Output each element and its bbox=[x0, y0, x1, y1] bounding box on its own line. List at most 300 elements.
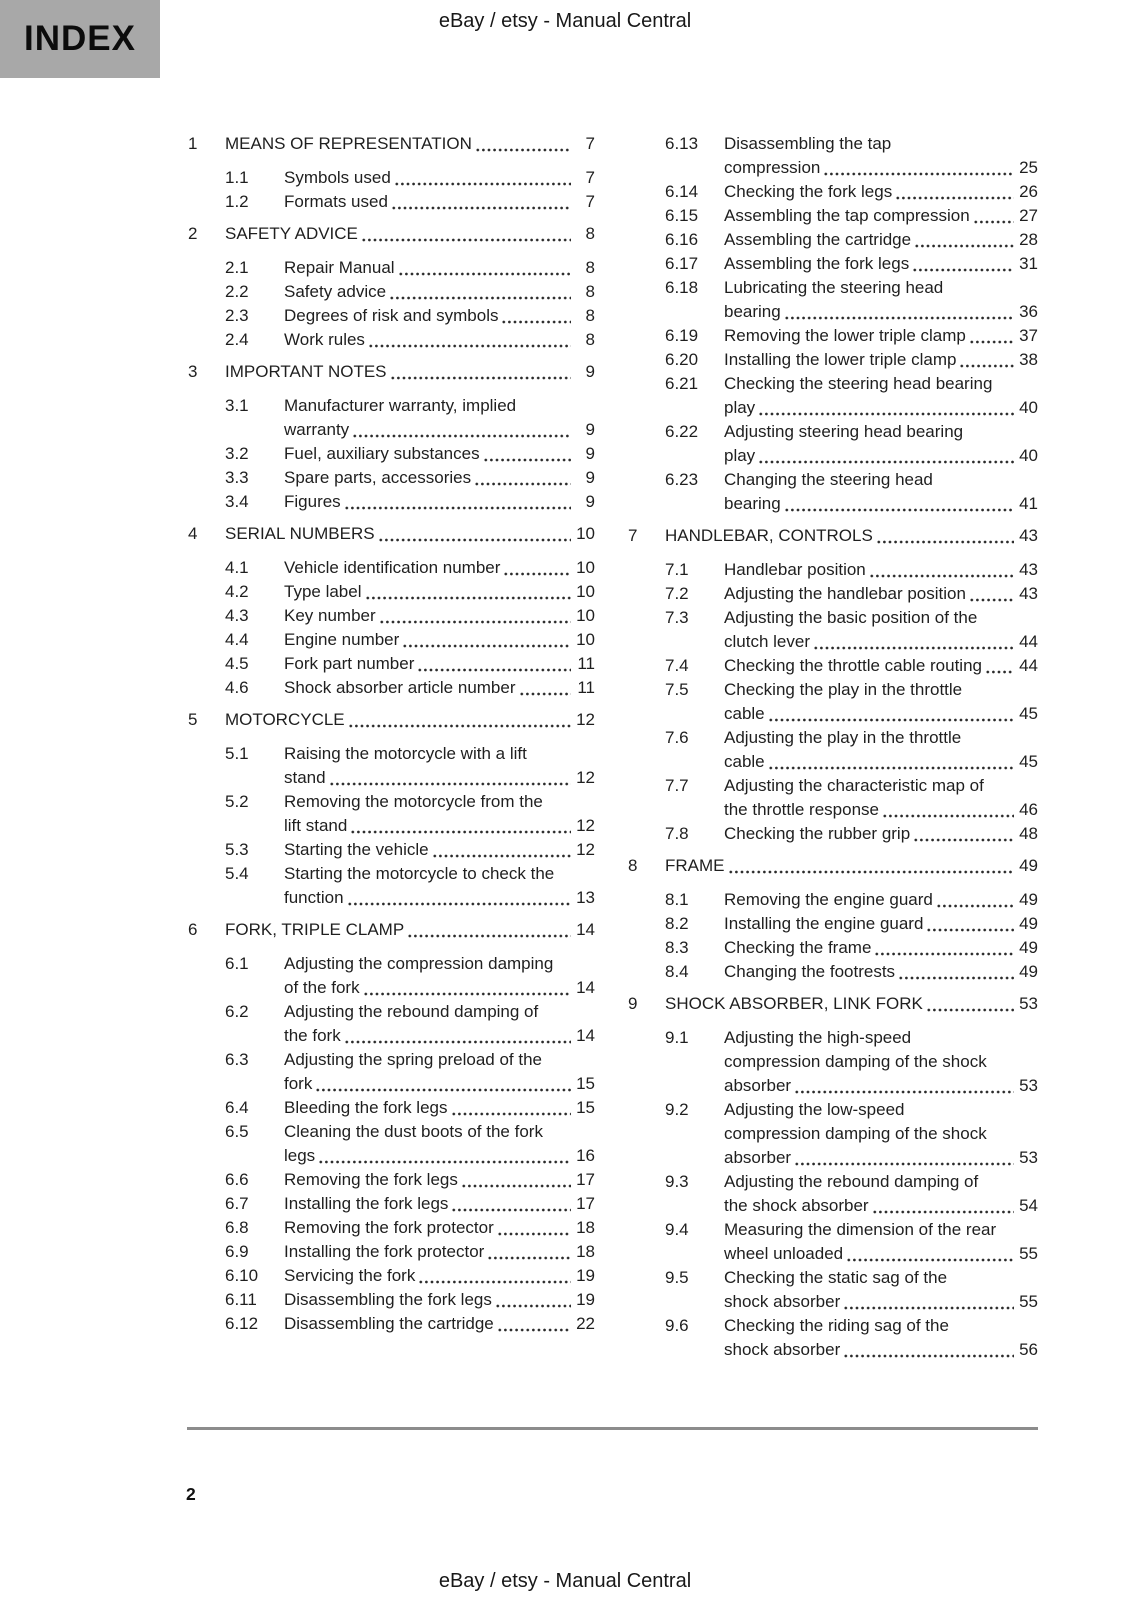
toc-entry-title: Manufacturer warranty, implied bbox=[284, 396, 517, 415]
toc-entry-body bbox=[284, 1192, 595, 1216]
toc-entry-line bbox=[724, 252, 1038, 276]
toc-entry-number: 8.4 bbox=[665, 962, 689, 981]
toc-entry-title: Changing the steering head bbox=[724, 470, 933, 489]
toc-entry-4.5 bbox=[188, 652, 595, 676]
toc-entry-title: the throttle response bbox=[724, 800, 879, 819]
dot-leader bbox=[913, 822, 1014, 846]
toc-entry-number: 8 bbox=[628, 856, 638, 875]
toc-entry-page: 17 bbox=[576, 1194, 595, 1213]
toc-entry-title: Lubricating the steering head bbox=[724, 278, 944, 297]
toc-entry-8.2 bbox=[628, 912, 1038, 936]
toc-entry-1 bbox=[188, 132, 595, 156]
toc-entry-title: wheel unloaded bbox=[724, 1244, 844, 1263]
toc-entry-line bbox=[284, 952, 595, 976]
toc-entry-title: warranty bbox=[284, 420, 350, 439]
toc-entry-page: 49 bbox=[1019, 938, 1038, 957]
toc-entry-number: 7.6 bbox=[665, 728, 689, 747]
toc-entry-number: 9.3 bbox=[665, 1172, 689, 1191]
toc-entry-title: play bbox=[724, 446, 756, 465]
dot-leader bbox=[758, 396, 1014, 420]
dot-leader bbox=[348, 708, 571, 732]
toc-entry-line bbox=[225, 132, 595, 156]
toc-entry-line bbox=[724, 444, 1038, 468]
toc-entry-body bbox=[724, 960, 1038, 984]
toc-entry-line bbox=[284, 466, 595, 490]
toc-entry-body bbox=[225, 708, 595, 732]
toc-entry-5.4 bbox=[188, 862, 595, 910]
toc-entry-page: 15 bbox=[576, 1098, 595, 1117]
toc-entry-page: 49 bbox=[1019, 914, 1038, 933]
toc-entry-title: Adjusting the compression damping bbox=[284, 954, 554, 973]
toc-entry-title: SERIAL NUMBERS bbox=[225, 524, 375, 543]
toc-entry-body bbox=[724, 372, 1038, 420]
toc-entry-title: legs bbox=[284, 1146, 316, 1165]
toc-entry-title: SAFETY ADVICE bbox=[225, 224, 358, 243]
toc-entry-4.3 bbox=[188, 604, 595, 628]
toc-entry-number: 4.1 bbox=[225, 558, 249, 577]
toc-entry-body bbox=[724, 606, 1038, 654]
toc-entry-number: 6.22 bbox=[665, 422, 699, 441]
toc-entry-line bbox=[724, 276, 1038, 300]
toc-entry-body bbox=[665, 854, 1038, 878]
toc-entry-7.8 bbox=[628, 822, 1038, 846]
toc-entry-number: 6.19 bbox=[665, 326, 699, 345]
toc-entry-line bbox=[225, 222, 595, 246]
toc-entry-body bbox=[225, 222, 595, 246]
dot-leader bbox=[451, 1192, 571, 1216]
toc-entry-7 bbox=[628, 524, 1038, 548]
toc-entry-title: Adjusting the spring preload of the bbox=[284, 1050, 543, 1069]
toc-entry-6.20 bbox=[628, 348, 1038, 372]
toc-entry-body bbox=[724, 468, 1038, 516]
toc-entry-page: 46 bbox=[1019, 800, 1038, 819]
toc-entry-number: 6.2 bbox=[225, 1002, 249, 1021]
toc-entry-line bbox=[724, 678, 1038, 702]
dot-leader bbox=[329, 766, 571, 790]
toc-entry-line bbox=[724, 372, 1038, 396]
toc-column-left bbox=[188, 132, 595, 1362]
toc-entry-body bbox=[724, 582, 1038, 606]
toc-entry-title: Disassembling the tap bbox=[724, 134, 892, 153]
toc-entry-title: Adjusting the basic position of the bbox=[724, 608, 978, 627]
toc-entry-body bbox=[724, 1170, 1038, 1218]
toc-entry-title: Degrees of risk and symbols bbox=[284, 306, 499, 325]
toc-entry-number: 3.2 bbox=[225, 444, 249, 463]
toc-entry-line bbox=[724, 702, 1038, 726]
toc-entry-title: Removing the fork legs bbox=[284, 1170, 458, 1189]
dot-leader bbox=[969, 582, 1014, 606]
toc-entry-number: 8.2 bbox=[665, 914, 689, 933]
toc-entry-body bbox=[724, 774, 1038, 822]
toc-entry-line bbox=[724, 492, 1038, 516]
toc-entry-title: bearing bbox=[724, 302, 781, 321]
toc-entry-number: 7.2 bbox=[665, 584, 689, 603]
toc-entry-page: 15 bbox=[576, 1074, 595, 1093]
toc-entry-line bbox=[724, 630, 1038, 654]
toc-entry-page: 53 bbox=[1019, 1148, 1038, 1167]
toc-entry-6.1 bbox=[188, 952, 595, 1000]
toc-entry-page: 10 bbox=[576, 606, 595, 625]
toc-entry-page: 9 bbox=[585, 492, 595, 511]
toc-entry-6.13 bbox=[628, 132, 1038, 180]
toc-entry-page: 13 bbox=[576, 888, 595, 907]
toc-entry-number: 6.18 bbox=[665, 278, 699, 297]
toc-entry-body bbox=[284, 604, 595, 628]
toc-entry-body bbox=[724, 348, 1038, 372]
toc-entry-number: 7.8 bbox=[665, 824, 689, 843]
toc-entry-page: 8 bbox=[585, 306, 595, 325]
dot-leader bbox=[487, 1240, 571, 1264]
toc-entry-line bbox=[724, 1074, 1038, 1098]
toc-entry-body bbox=[225, 918, 595, 942]
toc-entry-number: 6.4 bbox=[225, 1098, 249, 1117]
dot-leader bbox=[794, 1146, 1014, 1170]
toc-entry-page: 49 bbox=[1019, 856, 1038, 875]
toc-entry-page: 48 bbox=[1019, 824, 1038, 843]
dot-leader bbox=[365, 580, 572, 604]
dot-leader bbox=[914, 228, 1014, 252]
toc-entry-3.2 bbox=[188, 442, 595, 466]
dot-leader bbox=[728, 854, 1015, 878]
toc-entry-body bbox=[284, 280, 595, 304]
toc-entry-number: 7.7 bbox=[665, 776, 689, 795]
toc-entry-line bbox=[284, 628, 595, 652]
toc-entry-6.16 bbox=[628, 228, 1038, 252]
toc-entry-page: 16 bbox=[576, 1146, 595, 1165]
toc-entry-title: Adjusting the handlebar position bbox=[724, 584, 966, 603]
toc-entry-page: 53 bbox=[1019, 1076, 1038, 1095]
toc-entry-page: 27 bbox=[1019, 206, 1038, 225]
toc-entry-body bbox=[284, 1288, 595, 1312]
toc-entry-title: Fuel, auxiliary substances bbox=[284, 444, 480, 463]
dot-leader bbox=[368, 328, 571, 352]
toc-entry-line bbox=[724, 1122, 1038, 1146]
toc-entry-8 bbox=[628, 854, 1038, 878]
dot-leader bbox=[344, 1024, 571, 1048]
toc-entry-6.18 bbox=[628, 276, 1038, 324]
toc-entry-body bbox=[724, 654, 1038, 678]
toc-entry-number: 6.6 bbox=[225, 1170, 249, 1189]
toc-entry-number: 6.15 bbox=[665, 206, 699, 225]
dot-leader bbox=[495, 1288, 571, 1312]
toc-entry-title: compression damping of the shock bbox=[724, 1052, 987, 1071]
toc-entry-line bbox=[724, 1290, 1038, 1314]
toc-entry-number: 7.1 bbox=[665, 560, 689, 579]
dot-leader bbox=[379, 604, 571, 628]
toc-entry-line bbox=[284, 1312, 595, 1336]
toc-entry-title: Symbols used bbox=[284, 168, 391, 187]
toc-entry-6.12 bbox=[188, 1312, 595, 1336]
toc-entry-line bbox=[724, 1194, 1038, 1218]
toc-entry-title: Spare parts, accessories bbox=[284, 468, 472, 487]
toc-entry-6.10 bbox=[188, 1264, 595, 1288]
toc-entry-line bbox=[724, 1170, 1038, 1194]
dot-leader bbox=[475, 132, 571, 156]
toc-entry-line bbox=[284, 814, 595, 838]
toc-entry-page: 22 bbox=[576, 1314, 595, 1333]
toc-entry-title: FRAME bbox=[665, 856, 725, 875]
toc-entry-line bbox=[284, 166, 595, 190]
toc-entry-line bbox=[724, 822, 1038, 846]
dot-leader bbox=[843, 1338, 1014, 1362]
toc-entry-page: 18 bbox=[576, 1218, 595, 1237]
footer-title: eBay / etsy - Manual Central bbox=[438, 1570, 692, 1592]
toc-entry-title: Checking the play in the throttle bbox=[724, 680, 963, 699]
dot-leader bbox=[402, 628, 571, 652]
toc-entry-page: 49 bbox=[1019, 890, 1038, 909]
dot-leader bbox=[432, 838, 571, 862]
toc-entry-line bbox=[724, 324, 1038, 348]
toc-entry-7.1 bbox=[628, 558, 1038, 582]
toc-entry-number: 4.3 bbox=[225, 606, 249, 625]
toc-entry-line bbox=[724, 1266, 1038, 1290]
toc-entry-line bbox=[724, 654, 1038, 678]
toc-entry-title: bearing bbox=[724, 494, 781, 513]
toc-entry-title: Raising the motorcycle with a lift bbox=[284, 744, 527, 763]
toc-entry-title: Removing the fork protector bbox=[284, 1218, 494, 1237]
toc-entry-page: 12 bbox=[576, 816, 595, 835]
toc-entry-page: 8 bbox=[585, 258, 595, 277]
toc-entry-9 bbox=[628, 992, 1038, 1016]
toc-entry-line bbox=[724, 228, 1038, 252]
toc-entry-body bbox=[284, 1048, 595, 1096]
toc-entry-line bbox=[724, 1314, 1038, 1338]
toc-entry-page: 12 bbox=[576, 768, 595, 787]
toc-entry-title: Starting the vehicle bbox=[284, 840, 429, 859]
toc-entry-page: 12 bbox=[576, 710, 595, 729]
dot-leader bbox=[784, 300, 1014, 324]
toc-entry-line bbox=[284, 442, 595, 466]
toc-entry-line bbox=[724, 348, 1038, 372]
toc-entry-page: 31 bbox=[1019, 254, 1038, 273]
toc-entry-2 bbox=[188, 222, 595, 246]
toc-entry-line bbox=[284, 580, 595, 604]
toc-entry-number: 2 bbox=[188, 224, 198, 243]
toc-entry-line bbox=[284, 1120, 595, 1144]
toc-entry-body bbox=[225, 132, 595, 156]
toc-entry-9.6 bbox=[628, 1314, 1038, 1362]
toc-entry-1.1 bbox=[188, 166, 595, 190]
toc-entry-title: Installing the fork legs bbox=[284, 1194, 449, 1213]
toc-entry-9.2 bbox=[628, 1098, 1038, 1170]
toc-entry-6.4 bbox=[188, 1096, 595, 1120]
toc-entry-number: 6 bbox=[188, 920, 198, 939]
dot-leader bbox=[394, 166, 571, 190]
toc-entry-number: 6.16 bbox=[665, 230, 699, 249]
toc-entry-line bbox=[724, 300, 1038, 324]
toc-entry-number: 5 bbox=[188, 710, 198, 729]
toc-entry-line bbox=[284, 280, 595, 304]
toc-entry-title: clutch lever bbox=[724, 632, 810, 651]
toc-entry-body bbox=[284, 1096, 595, 1120]
toc-entry-title: SHOCK ABSORBER, LINK FORK bbox=[665, 994, 923, 1013]
toc-entry-number: 6.10 bbox=[225, 1266, 259, 1285]
toc-entry-body bbox=[284, 466, 595, 490]
dot-leader bbox=[926, 992, 1014, 1016]
toc-entry-body bbox=[284, 790, 595, 838]
toc-entry-page: 8 bbox=[585, 224, 595, 243]
toc-entry-title: FORK, TRIPLE CLAMP bbox=[225, 920, 405, 939]
toc-entry-number: 1 bbox=[188, 134, 198, 153]
dot-leader bbox=[768, 750, 1014, 774]
dot-leader bbox=[519, 676, 571, 700]
toc-entry-body bbox=[284, 256, 595, 280]
toc-entry-title: Assembling the fork legs bbox=[724, 254, 910, 273]
toc-entry-body bbox=[724, 132, 1038, 180]
toc-entry-title: Checking the throttle cable routing bbox=[724, 656, 982, 675]
dot-leader bbox=[503, 556, 571, 580]
dot-leader bbox=[497, 1312, 571, 1336]
toc-entry-page: 9 bbox=[585, 420, 595, 439]
dot-leader bbox=[985, 654, 1014, 678]
dot-leader bbox=[497, 1216, 571, 1240]
toc-entry-title: Safety advice bbox=[284, 282, 387, 301]
toc-entry-number: 6.3 bbox=[225, 1050, 249, 1069]
toc-entry-number: 6.14 bbox=[665, 182, 699, 201]
toc-entry-number: 9 bbox=[628, 994, 638, 1013]
toc-entry-6.22 bbox=[628, 420, 1038, 468]
toc-entry-number: 7 bbox=[628, 526, 638, 545]
toc-entry-page: 55 bbox=[1019, 1244, 1038, 1263]
toc-entry-6.2 bbox=[188, 1000, 595, 1048]
toc-entry-9.4 bbox=[628, 1218, 1038, 1266]
toc-entry-number: 2.3 bbox=[225, 306, 249, 325]
toc-entry-body bbox=[284, 1312, 595, 1336]
toc-entry-7.2 bbox=[628, 582, 1038, 606]
toc-entry-title: MEANS OF REPRESENTATION bbox=[225, 134, 472, 153]
toc-entry-title: Removing the engine guard bbox=[724, 890, 933, 909]
toc-entry-page: 7 bbox=[585, 192, 595, 211]
toc-entry-line bbox=[724, 420, 1038, 444]
dot-leader bbox=[874, 936, 1014, 960]
toc-entry-line bbox=[284, 676, 595, 700]
toc-entry-page: 56 bbox=[1019, 1340, 1038, 1359]
toc-entry-number: 7.5 bbox=[665, 680, 689, 699]
toc-entry-line bbox=[284, 976, 595, 1000]
dot-leader bbox=[876, 524, 1014, 548]
toc-entry-title: Measuring the dimension of the rear bbox=[724, 1220, 997, 1239]
toc-entry-line bbox=[724, 1218, 1038, 1242]
toc-entry-line bbox=[284, 1096, 595, 1120]
dot-leader bbox=[969, 324, 1014, 348]
toc-entry-body bbox=[724, 726, 1038, 774]
toc-entry-6.19 bbox=[628, 324, 1038, 348]
toc-entry-line bbox=[284, 1216, 595, 1240]
toc-entry-title: Installing the fork protector bbox=[284, 1242, 485, 1261]
toc-entry-page: 12 bbox=[576, 840, 595, 859]
toc-entry-body bbox=[665, 992, 1038, 1016]
toc-entry-title: Assembling the tap compression bbox=[724, 206, 970, 225]
toc-entry-title: Checking the static sag of the bbox=[724, 1268, 948, 1287]
toc-entry-body bbox=[284, 556, 595, 580]
toc-entry-line bbox=[225, 522, 595, 546]
toc-entry-title: Adjusting the play in the throttle bbox=[724, 728, 962, 747]
toc-entry-6.23 bbox=[628, 468, 1038, 516]
toc-entry-body bbox=[724, 276, 1038, 324]
toc-entry-line bbox=[284, 256, 595, 280]
toc-entry-page: 8 bbox=[585, 330, 595, 349]
toc-entry-body bbox=[724, 420, 1038, 468]
toc-entry-page: 49 bbox=[1019, 962, 1038, 981]
dot-leader bbox=[347, 886, 571, 910]
toc-entry-line bbox=[724, 960, 1038, 984]
toc-entry-body bbox=[724, 1218, 1038, 1266]
toc-entry-page: 55 bbox=[1019, 1292, 1038, 1311]
toc-entry-title: Checking the rubber grip bbox=[724, 824, 911, 843]
toc-entry-8.1 bbox=[628, 888, 1038, 912]
toc-entry-line bbox=[724, 606, 1038, 630]
toc-entry-body bbox=[284, 1000, 595, 1048]
toc-entry-body bbox=[284, 1216, 595, 1240]
toc-entry-line bbox=[724, 774, 1038, 798]
toc-entry-number: 9.5 bbox=[665, 1268, 689, 1287]
dot-leader bbox=[352, 418, 571, 442]
toc-entry-title: Removing the motorcycle from the bbox=[284, 792, 543, 811]
toc-entry-body bbox=[284, 1120, 595, 1168]
toc-entry-number: 6.17 bbox=[665, 254, 699, 273]
toc-entry-page: 9 bbox=[585, 468, 595, 487]
toc-entry-page: 17 bbox=[576, 1170, 595, 1189]
toc-entry-title: cable bbox=[724, 752, 765, 771]
toc-entry-7.4 bbox=[628, 654, 1038, 678]
toc-entry-page: 14 bbox=[576, 978, 595, 997]
toc-entry-6.21 bbox=[628, 372, 1038, 420]
toc-entry-line bbox=[284, 1024, 595, 1048]
toc-entry-page: 53 bbox=[1019, 994, 1038, 1013]
toc-entry-line bbox=[284, 1240, 595, 1264]
toc-entry-number: 7.4 bbox=[665, 656, 689, 675]
toc-entry-9.5 bbox=[628, 1266, 1038, 1314]
dot-leader bbox=[912, 252, 1014, 276]
toc-entry-title: Adjusting the low-speed bbox=[724, 1100, 905, 1119]
toc-entry-line bbox=[284, 742, 595, 766]
toc-entry-title: Figures bbox=[284, 492, 341, 511]
dot-leader bbox=[378, 522, 571, 546]
toc-entry-page: 45 bbox=[1019, 752, 1038, 771]
toc-entry-page: 44 bbox=[1019, 656, 1038, 675]
dot-leader bbox=[784, 492, 1014, 516]
toc-entry-title: Bleeding the fork legs bbox=[284, 1098, 448, 1117]
toc-entry-title: cable bbox=[724, 704, 765, 723]
toc-entry-body bbox=[724, 888, 1038, 912]
toc-entry-title: Cleaning the dust boots of the fork bbox=[284, 1122, 543, 1141]
toc-entry-page: 11 bbox=[577, 654, 595, 673]
toc-entry-2.4 bbox=[188, 328, 595, 352]
toc-entry-page: 10 bbox=[576, 582, 595, 601]
toc-entry-body bbox=[724, 912, 1038, 936]
toc-entry-body bbox=[284, 1168, 595, 1192]
toc-entry-number: 9.6 bbox=[665, 1316, 689, 1335]
toc-entry-title: Vehicle identification number bbox=[284, 558, 501, 577]
toc-entry-body bbox=[284, 190, 595, 214]
toc-entry-number: 4.4 bbox=[225, 630, 249, 649]
toc-entry-line bbox=[284, 394, 595, 418]
toc-entry-line bbox=[724, 912, 1038, 936]
toc-entry-line bbox=[724, 156, 1038, 180]
toc-entry-line bbox=[724, 1098, 1038, 1122]
toc-entry-body bbox=[284, 166, 595, 190]
dot-leader bbox=[813, 630, 1014, 654]
toc-entry-title: Disassembling the cartridge bbox=[284, 1314, 494, 1333]
toc-entry-number: 4.2 bbox=[225, 582, 249, 601]
toc-entry-line bbox=[724, 132, 1038, 156]
toc-entry-title: play bbox=[724, 398, 756, 417]
toc-entry-title: Repair Manual bbox=[284, 258, 395, 277]
toc-entry-title: Assembling the cartridge bbox=[724, 230, 912, 249]
toc-entry-body bbox=[724, 936, 1038, 960]
toc-entry-title: Changing the footrests bbox=[724, 962, 896, 981]
toc-entry-line bbox=[724, 396, 1038, 420]
